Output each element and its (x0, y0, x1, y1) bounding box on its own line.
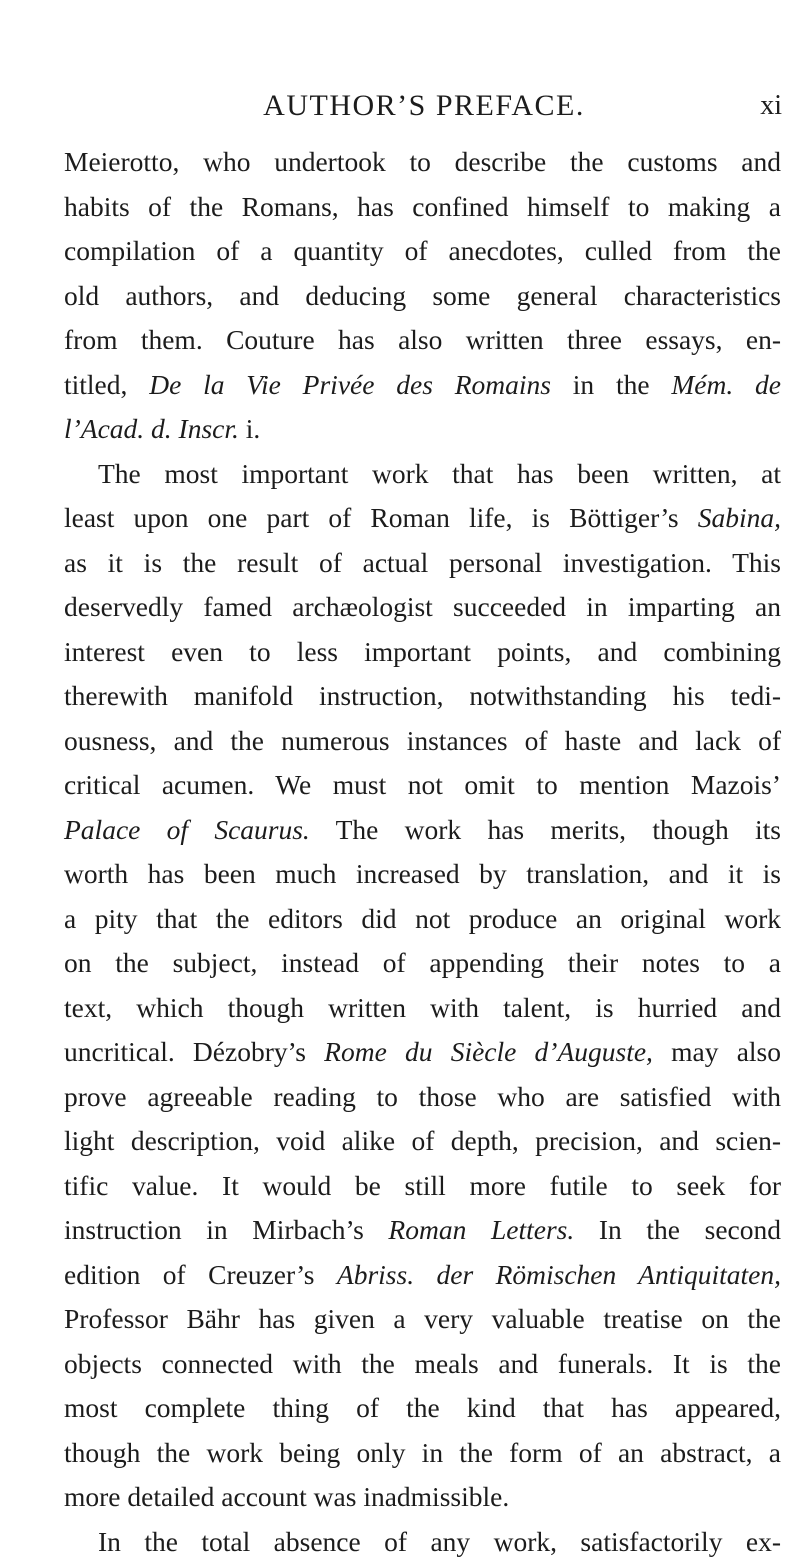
text-line (64, 585, 781, 630)
text-line (64, 496, 781, 541)
text-segment: may also (653, 1036, 781, 1067)
running-head (66, 86, 782, 126)
text-line (64, 1253, 781, 1298)
text-segment: text, which though written with talent, is hurried and (64, 992, 781, 1023)
text-segment: titled, (64, 369, 149, 400)
italic-title: Mém. de (671, 369, 781, 400)
text-segment: In the second (574, 1214, 781, 1245)
text-segment: interest even to less important points, and combining (64, 636, 781, 667)
text-line (64, 1119, 781, 1164)
text-segment: least upon one part of Roman life, is Böttiger’s (64, 502, 698, 533)
text-segment: though the work being only in the form of an abstract, a (64, 1437, 781, 1468)
italic-title: Sabina, (698, 502, 781, 533)
text-segment: edition of Creuzer’s (64, 1259, 337, 1290)
text-line (64, 1342, 781, 1387)
text-line (64, 1030, 781, 1075)
text-line (64, 1475, 781, 1520)
text-line (64, 1386, 781, 1431)
text-line (64, 363, 781, 408)
text-segment: as it is the result of actual personal investigation. This (64, 547, 781, 578)
text-line (64, 541, 781, 586)
italic-title: l’Acad. d. Inscr. (64, 413, 239, 444)
text-segment: tific value. It would be still more futile to seek for (64, 1170, 781, 1201)
text-segment: instruction in Mirbach’s (64, 1214, 388, 1245)
running-title: AUTHOR’S PREFACE. (66, 86, 782, 126)
text-segment: prove agreeable reading to those who are satisfied with (64, 1081, 781, 1112)
text-line (64, 229, 781, 274)
text-line (64, 719, 781, 764)
text-line (64, 852, 781, 897)
text-segment: on the subject, instead of appending their notes to a (64, 947, 781, 978)
italic-title: Palace of Scaurus. (64, 814, 310, 845)
text-segment: i. (239, 413, 260, 444)
italic-title: Rome du Siècle d’Auguste, (324, 1036, 653, 1067)
text-segment: light description, void alike of depth, precision, and scien- (64, 1125, 781, 1156)
text-line (64, 1208, 781, 1253)
text-segment: objects connected with the meals and funerals. It is the (64, 1348, 781, 1379)
body-text (64, 140, 781, 1564)
text-line (64, 808, 781, 853)
text-segment: habits of the Romans, has confined himself to making a (64, 191, 781, 222)
text-line (64, 185, 781, 230)
text-line (64, 1431, 781, 1476)
text-segment: The most important work that has been written, at (98, 458, 781, 489)
text-line (64, 1297, 781, 1342)
text-segment: critical acumen. We must not omit to mention Mazois’ (64, 769, 781, 800)
text-segment: In the total absence of any work, satisfactorily ex- (98, 1526, 781, 1557)
page-number: xi (760, 86, 782, 126)
text-segment: deservedly famed archæologist succeeded in imparting an (64, 591, 781, 622)
text-line (64, 630, 781, 675)
italic-title: Roman Letters. (388, 1214, 574, 1245)
text-line (64, 452, 781, 497)
text-line (64, 763, 781, 808)
text-line (64, 274, 781, 319)
text-segment: therewith manifold instruction, notwithstanding his tedi- (64, 680, 781, 711)
text-segment: in the (551, 369, 671, 400)
text-segment: The work has merits, though its (310, 814, 781, 845)
text-line (64, 140, 781, 185)
text-line (64, 674, 781, 719)
text-line (64, 407, 781, 452)
text-segment: more detailed account was inadmissible. (64, 1481, 509, 1512)
text-segment: worth has been much increased by translation, and it is (64, 858, 781, 889)
text-line (64, 1520, 781, 1564)
text-segment: uncritical. Dézobry’s (64, 1036, 324, 1067)
text-segment: a pity that the editors did not produce an original work (64, 903, 781, 934)
text-segment: Meierotto, who undertook to describe the customs and (64, 146, 781, 177)
text-line (64, 986, 781, 1031)
italic-title: De la Vie Privée des Romains (149, 369, 551, 400)
text-line (64, 941, 781, 986)
text-segment: from them. Couture has also written three essays, en- (64, 324, 781, 355)
text-segment: ousness, and the numerous instances of haste and lack of (64, 725, 781, 756)
text-line (64, 1164, 781, 1209)
text-line (64, 318, 781, 363)
text-line (64, 897, 781, 942)
text-segment: Professor Bähr has given a very valuable treatise on the (64, 1303, 781, 1334)
text-segment: old authors, and deducing some general characteristics (64, 280, 781, 311)
text-segment: compilation of a quantity of anecdotes, culled from the (64, 235, 781, 266)
text-segment: most complete thing of the kind that has appeared, (64, 1392, 781, 1423)
text-line (64, 1075, 781, 1120)
italic-title: Abriss. der Römischen Antiquitaten, (337, 1259, 781, 1290)
